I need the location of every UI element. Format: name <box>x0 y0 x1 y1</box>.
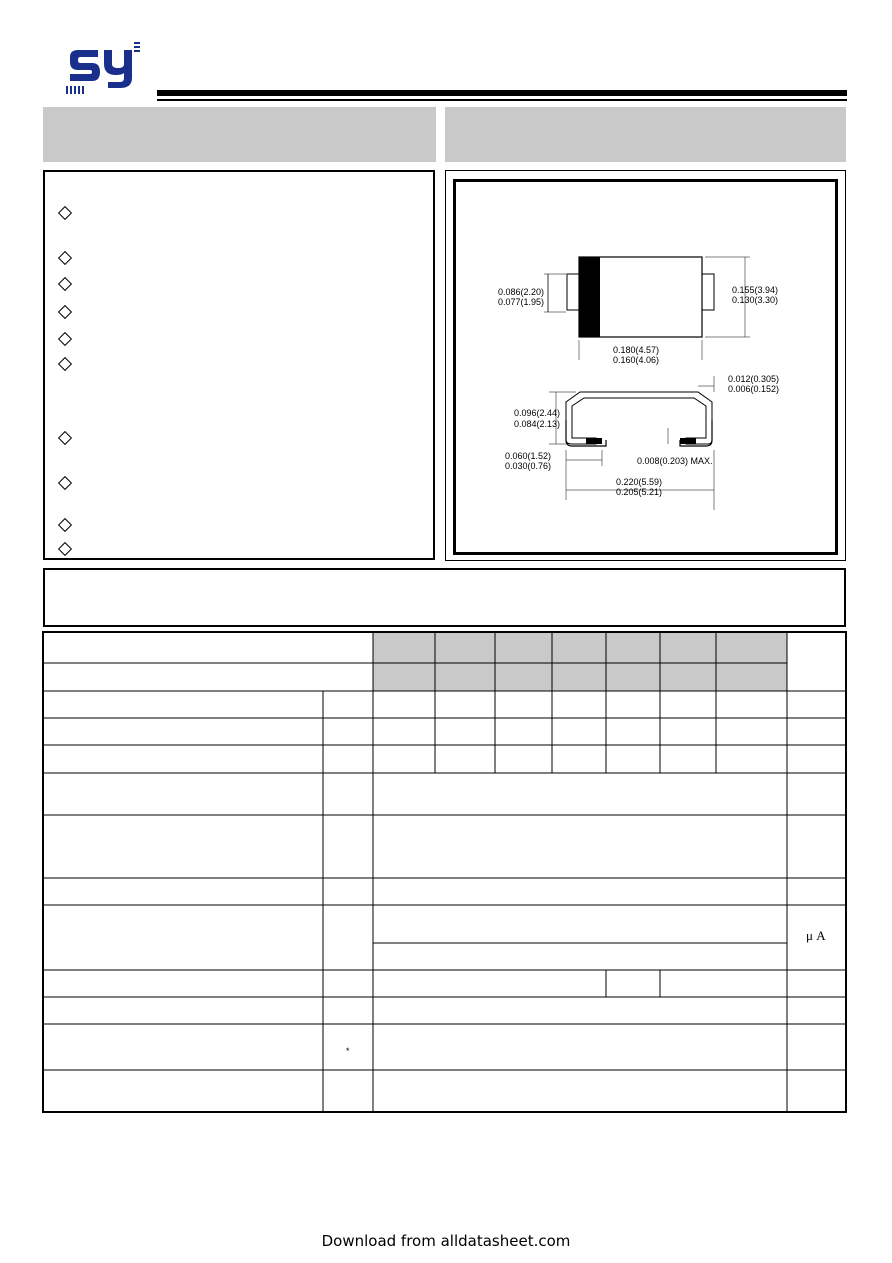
dim-lead-len-min: 0.030(0.76) <box>505 461 552 471</box>
dim-height-max: 0.086(2.20) <box>498 287 545 297</box>
dim-body-length-min: 0.160(4.06) <box>613 355 660 365</box>
dim-width-min: 0.130(3.30) <box>732 295 779 305</box>
dim-width-max: 0.155(3.94) <box>732 285 779 295</box>
dim-body-length-max: 0.180(4.57) <box>613 345 660 355</box>
dim-lead-thick-min: 0.006(0.152) <box>728 384 780 394</box>
footer-download-text: Download from alldatasheet.com <box>321 1232 571 1250</box>
dim-side-height-max: 0.096(2.44) <box>514 408 561 418</box>
dim-lead-thick-max: 0.012(0.305) <box>728 374 780 384</box>
dim-side-height-min: 0.084(2.13) <box>514 419 561 429</box>
footnote-asterisk: * <box>346 1046 350 1056</box>
dim-lead-len-max: 0.060(1.52) <box>505 451 552 461</box>
dim-overall-len-min: 0.205(5.21) <box>616 487 663 497</box>
dim-height-min: 0.077(1.95) <box>498 297 545 307</box>
dim-overall-len-max: 0.220(5.59) <box>616 477 663 487</box>
dim-standoff: 0.008(0.203) MAX. <box>637 456 713 466</box>
unit-microamp: μ A <box>806 928 826 943</box>
